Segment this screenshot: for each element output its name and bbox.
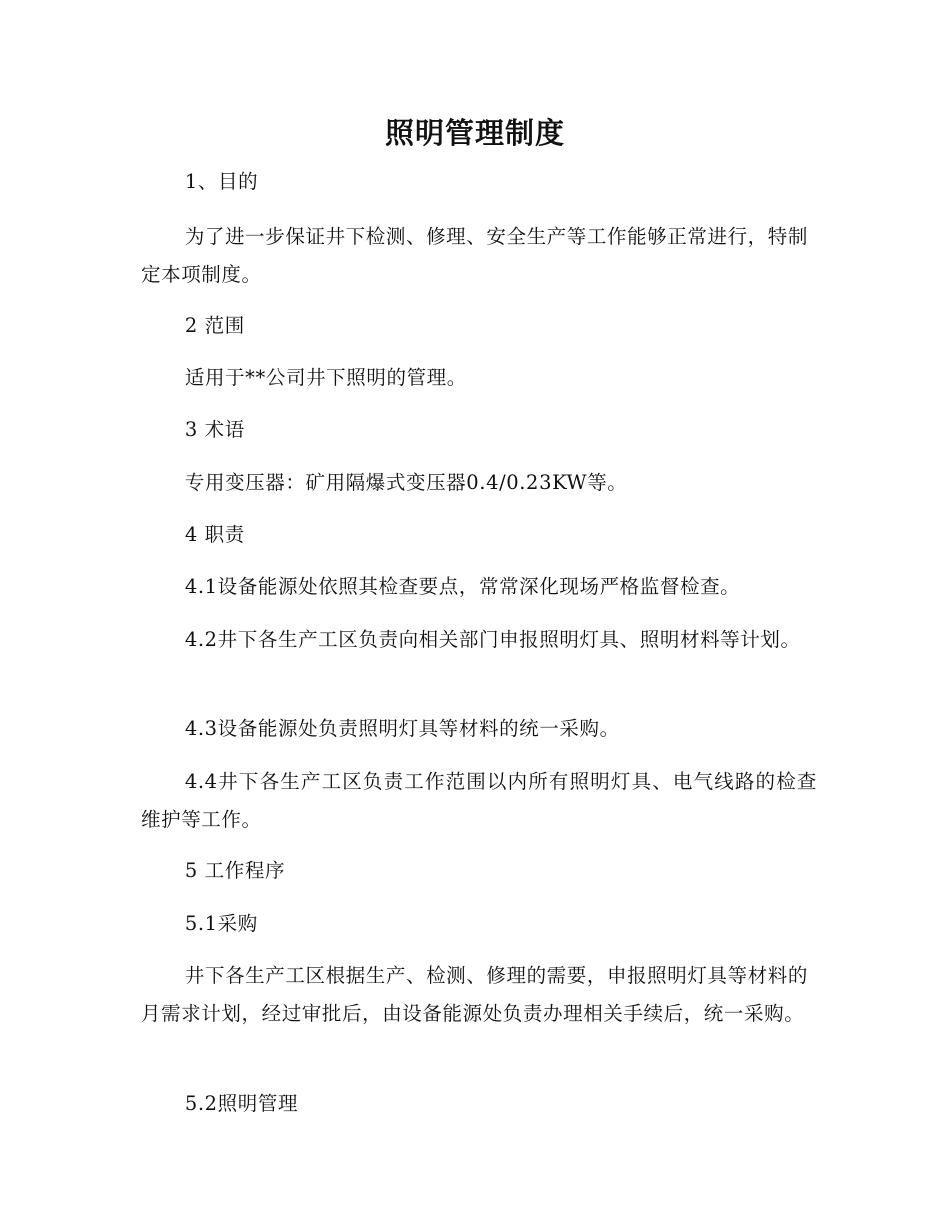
section-heading-procedure: 5 工作程序 xyxy=(184,859,286,882)
subsection-heading-lighting: 5.2照明管理 xyxy=(184,1092,299,1115)
paragraph-duty-4-2: 4.2井下各生产工区负责向相关部门申报照明灯具、照明材料等计划。 xyxy=(184,628,801,651)
paragraph-duty-4-4: 4.4井下各生产工区负责工作范围以内所有照明灯具、电气线路的检查维护等工作。 xyxy=(141,770,817,831)
paragraph-duty-4-1: 4.1设备能源处依照其检查要点，常常深化现场严格监督检查。 xyxy=(184,575,741,598)
paragraph-purchase: 井下各生产工区根据生产、检测、修理的需要，申报照明灯具等材料的月需求计划，经过审批后，由设备能源处负责办理相关手续后，统一采购。 xyxy=(141,964,808,1025)
section-heading-terms: 3 术语 xyxy=(184,418,245,441)
document-title: 照明管理制度 xyxy=(384,116,565,150)
paragraph-terms: 专用变压器：矿用隔爆式变压器0.4/0.23KW等。 xyxy=(184,471,628,494)
section-heading-purpose: 1、目的 xyxy=(184,170,259,193)
paragraph-duty-4-3: 4.3设备能源处负责照明灯具等材料的统一采购。 xyxy=(184,717,620,740)
paragraph-scope: 适用于**公司井下照明的管理。 xyxy=(184,366,467,389)
section-heading-duties: 4 职责 xyxy=(184,523,245,546)
section-heading-scope: 2 范围 xyxy=(184,314,245,337)
paragraph-purpose: 为了进一步保证井下检测、修理、安全生产等工作能够正常进行，特制定本项制度。 xyxy=(141,225,808,286)
subsection-heading-purchase: 5.1采购 xyxy=(184,912,258,935)
